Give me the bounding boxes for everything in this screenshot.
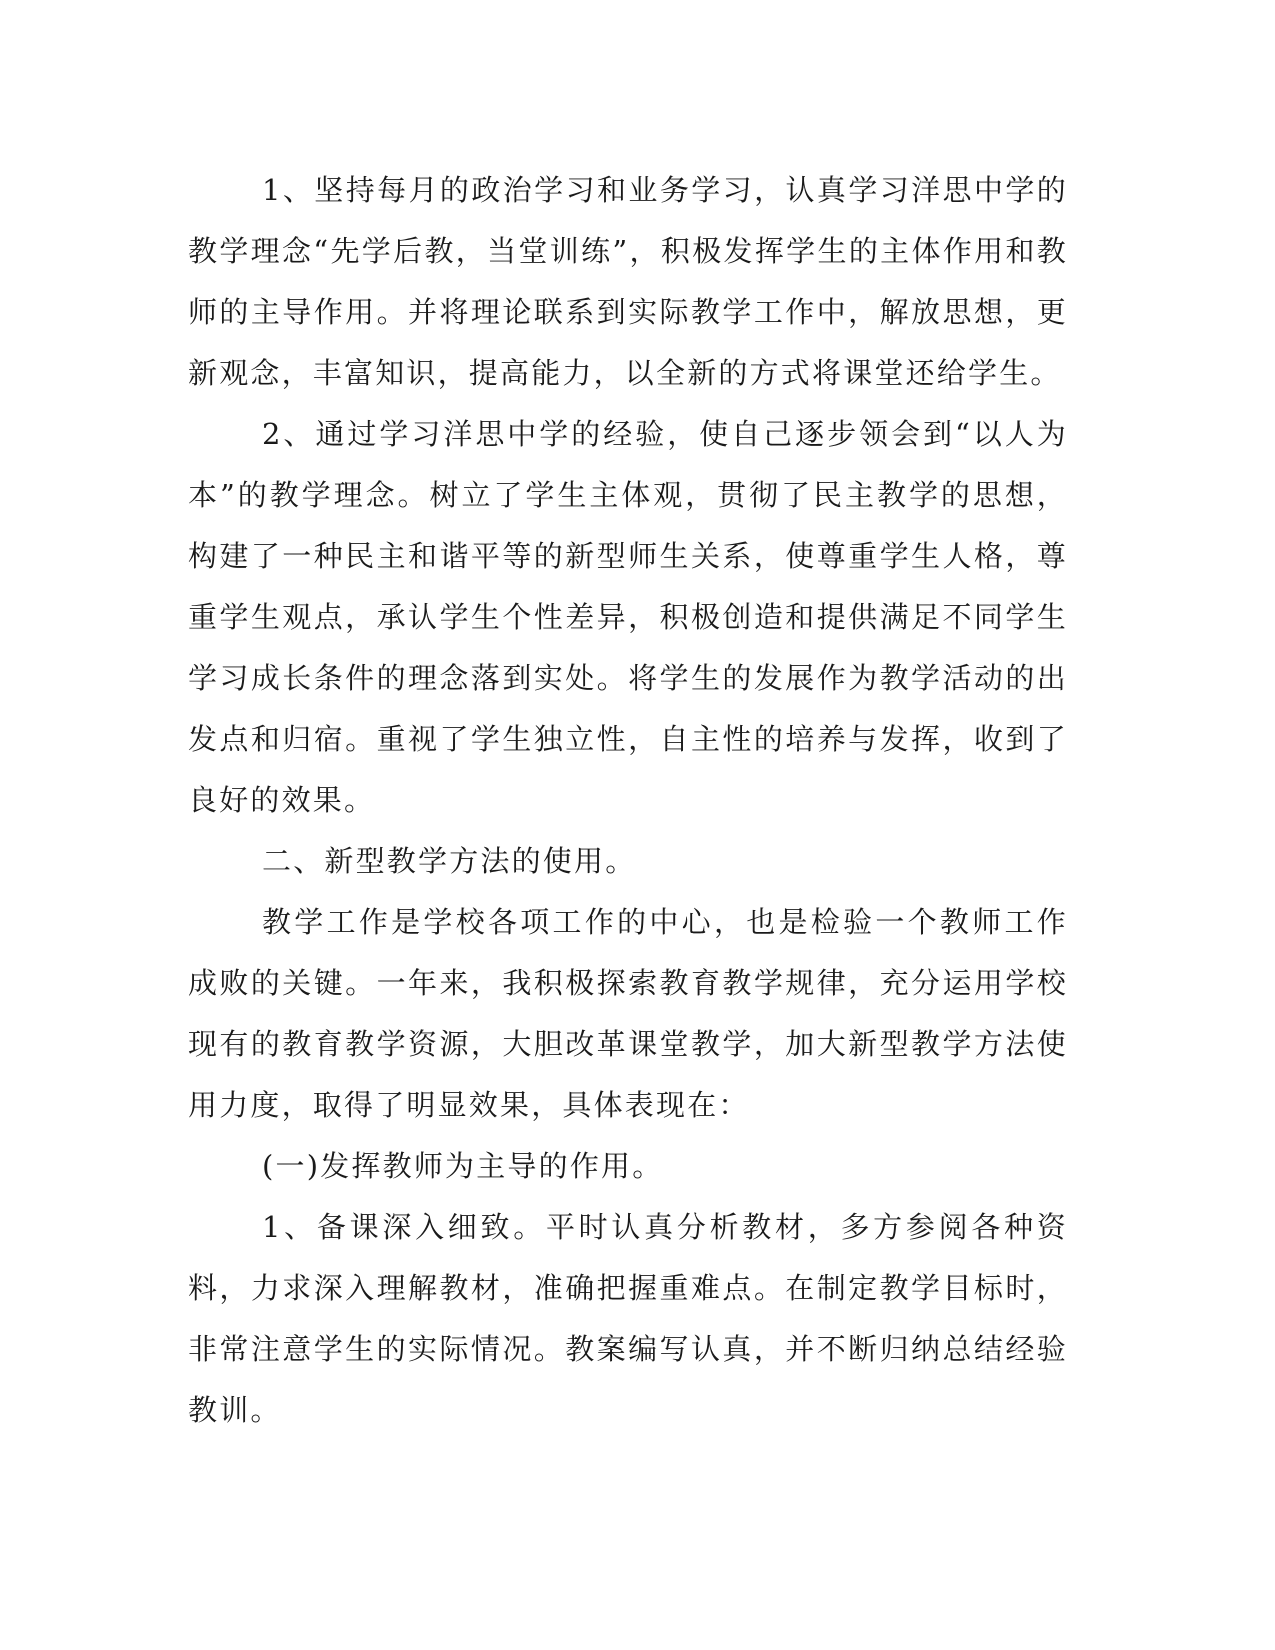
section-heading-new-methods: 二、新型教学方法的使用。 — [262, 844, 637, 878]
subsection-heading-teacher-role: (一)发挥教师为主导的作用。 — [262, 1149, 664, 1183]
paragraph-study-1: 1、坚持每月的政治学习和业务学习，认真学习洋思中学的教学理念“先学后教，当堂训练”，积极发挥学生的主体作用和教师的主导作用。并将理论联系到实际教学工作中，解放思想，更新观念，丰富知识，提高能力，以全新的方式将课堂还给学生。 — [188, 173, 1068, 390]
paragraph-lesson-prep: 1、备课深入细致。平时认真分析教材，多方参阅各种资料，力求深入理解教材，准确把握重难点。在制定教学目标时，非常注意学生的实际情况。教案编写认真，并不断归纳总结经验教训。 — [188, 1210, 1068, 1427]
document-body — [188, 160, 1068, 1441]
paragraph-study-2: 2、通过学习洋思中学的经验，使自己逐步领会到“以人为本”的教学理念。树立了学生主体观，贯彻了民主教学的思想，构建了一种民主和谐平等的新型师生关系，使尊重学生人格，尊重学生观点，承认学生个性差异，积极创造和提供满足不同学生学习成长条件的理念落到实处。将学生的发展作为教学活动的出发点和归宿。重视了学生独立性，自主性的培养与发挥，收到了良好的效果。 — [188, 417, 1068, 817]
paragraph-teaching-work: 教学工作是学校各项工作的中心，也是检验一个教师工作成败的关键。一年来，我积极探索教育教学规律，充分运用学校现有的教育教学资源，大胆改革课堂教学，加大新型教学方法使用力度，取得了明显效果，具体表现在： — [188, 905, 1068, 1122]
